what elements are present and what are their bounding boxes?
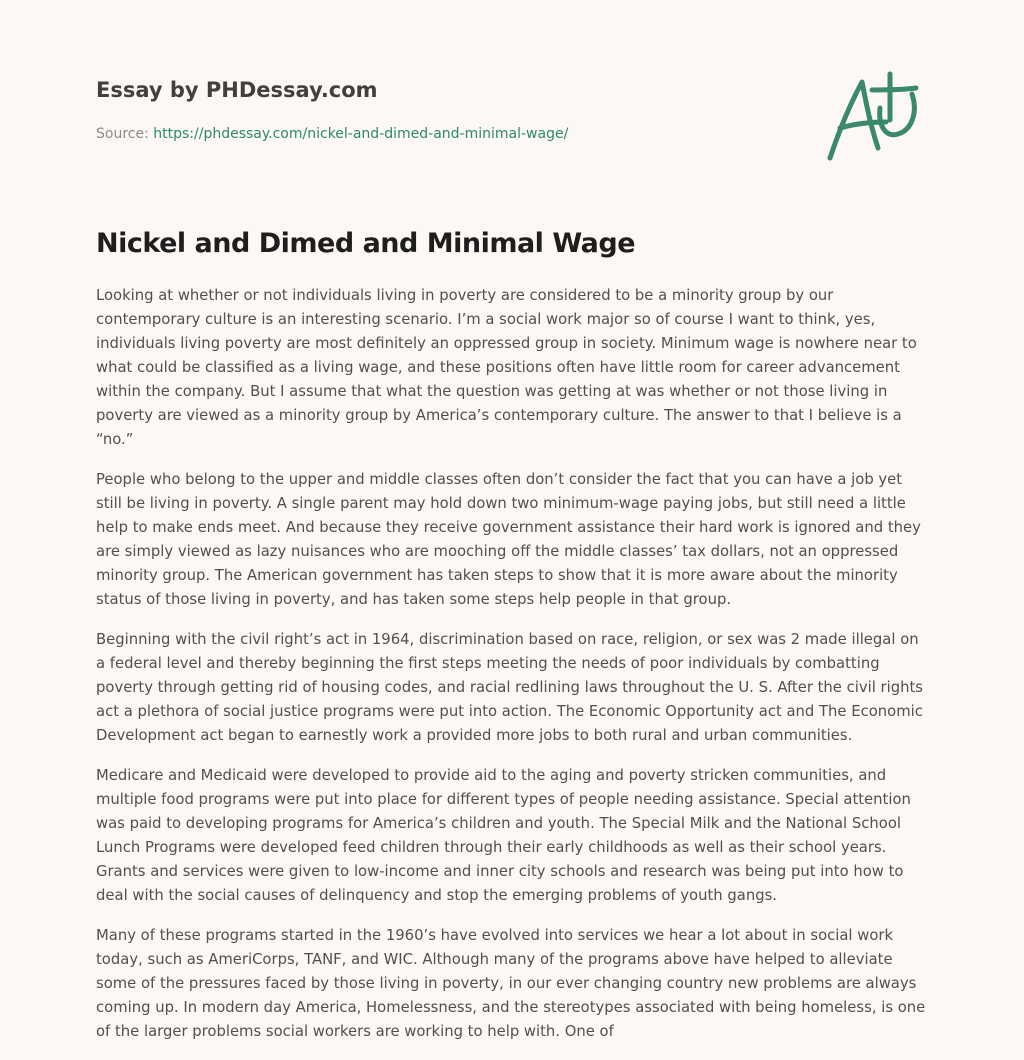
essay-title: Nickel and Dimed and Minimal Wage [96, 228, 636, 259]
source-line [96, 124, 568, 144]
source-link[interactable]: https://phdessay.com/nickel-and-dimed-and-minimal-wage/ [153, 126, 569, 142]
paragraph: Beginning with the civil right’s act in 1964, discrimination based on race, religion, or sex was 2 made illegal on a federal level and thereby beginning the first steps meeting the needs of poor individuals by combatting poverty through getting rid of housing codes, and racial redlining laws throughout the U. S. After the civil rights act a plethora of social justice programs were put into action. The Economic Opportunity act and The Economic Development act began to earnestly work a provided more jobs to both rural and urban communities. [96, 631, 924, 744]
page-header [96, 76, 928, 176]
paragraph: Looking at whether or not individuals living in poverty are considered to be a minority group by our contemporary culture is an interesting scenario. I’m a social work major so of course I want to think, yes, individuals living poverty are most definitely an oppressed group in society. Minimum wage is nowhere near to what could be classified as a living wage, and these positions often have little room for career advancement within the company. But I assume that what the question was getting at was whether or not those living in poverty are viewed as a minority group by America’s contemporary culture. The answer to that I believe is a “no.” [96, 287, 917, 448]
site-brand: Essay by PHDessay.com [96, 78, 378, 102]
a-plus-logo-icon [820, 68, 930, 168]
paragraph: Many of these programs started in the 1960’s have evolved into services we hear a lot about in social work today, such as AmeriCorps, TANF, and WIC. Although many of the programs above have helped to alleviate some of the pressures faced by those living in poverty, in our ever changing country new problems are always coming up. In modern day America, Homelessness, and the stereotypes associated with being homeless, is one of the larger problems social workers are working to help with. One of [96, 927, 926, 1040]
essay-body [96, 284, 930, 1060]
source-label: Source: [96, 126, 154, 142]
paragraph: Medicare and Medicaid were developed to provide aid to the aging and poverty stricken communities, and multiple food programs were put into place for different types of people needing assistance. Special attention was paid to developing programs for America’s children and youth. The Special Milk and the National School Lunch Programs were developed feed children through their early childhoods as well as their school years. Grants and services were given to low-income and inner city schools and research was being put into how to deal with the social causes of delinquency and stop the emerging problems of youth gangs. [96, 767, 911, 904]
paragraph: People who belong to the upper and middle classes often don’t consider the fact that you can have a job yet still be living in poverty. A single parent may hold down two minimum-wage paying jobs, but still need a little help to make ends meet. And because they receive government assistance their hard work is ignored and they are simply viewed as lazy nuisances who are mooching off the middle classes’ tax dollars, not an oppressed minority group. The American government has taken steps to show that it is more aware about the minority status of those living in poverty, and has taken some steps help people in that group. [96, 471, 921, 608]
